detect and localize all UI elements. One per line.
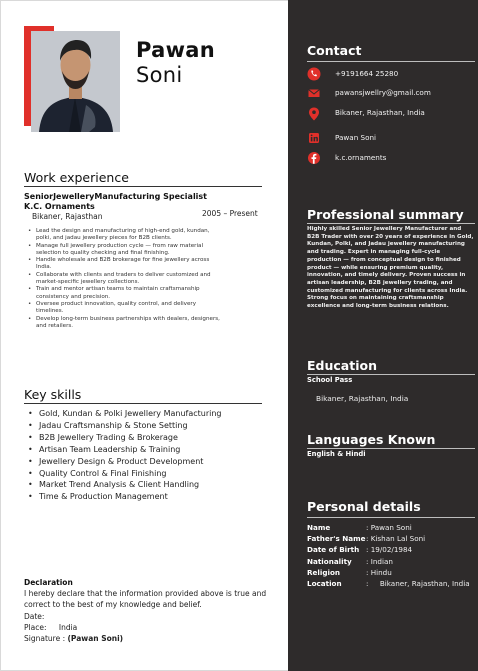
languages-title: Languages Known — [307, 432, 436, 447]
personal-key: Father's Name — [307, 534, 366, 544]
contact-rule — [307, 61, 475, 62]
duty-line: timelines. — [36, 308, 64, 315]
summary-rule — [307, 223, 475, 224]
declaration-text: I hereby declare that the information provided above is true and correct to the best of my knowledge and belief. — [24, 589, 267, 609]
skill-item: • Artisan Team Leadership & Training — [28, 444, 263, 456]
job-location: Bikaner, Rajasthan — [32, 212, 103, 221]
duty-line: India. — [36, 264, 52, 271]
location-pin-icon — [307, 106, 321, 122]
key-skills-title: Key skills — [24, 387, 82, 402]
personal-value: : Hindu — [366, 567, 392, 577]
personal-details-rule — [307, 517, 475, 518]
personal-value: : Bikaner, Rajasthan, India — [366, 578, 470, 588]
duty-line: and retailers. — [36, 322, 74, 329]
last-name: Soni — [136, 63, 183, 87]
phone-text: +9191664 25280 — [335, 69, 399, 78]
duty-line: market-specific jewellery collections. — [36, 279, 140, 286]
personal-value: : Pawan Soni — [366, 523, 412, 532]
personal-row-name — [307, 523, 475, 534]
linkedin-icon — [307, 131, 321, 145]
education-rule — [307, 374, 475, 375]
personal-row-location — [307, 579, 475, 590]
signature-value: (Pawan Soni) — [67, 634, 124, 643]
personal-key: Location — [307, 578, 342, 588]
personal-key: Date of Birth — [307, 545, 360, 555]
first-name: Pawan — [136, 38, 216, 62]
personal-row-father — [307, 534, 475, 545]
contact-linkedin — [307, 131, 477, 145]
declaration-title: Declaration — [24, 578, 73, 587]
declaration-place — [24, 623, 77, 632]
skills-list — [28, 408, 263, 503]
duty-line: • Develop long-term business partnerships with dealers, designers, — [28, 316, 253, 323]
person-portrait-icon — [31, 31, 120, 132]
languages-rule — [307, 448, 475, 449]
skill-item: • Jadau Craftsmanship & Stone Setting — [28, 420, 263, 432]
declaration-date — [24, 612, 44, 621]
summary-title: Professional summary — [307, 207, 464, 222]
personal-details-title: Personal details — [307, 499, 421, 514]
contact-facebook — [307, 151, 477, 165]
place-value: India — [58, 623, 78, 632]
duty-line: • Train and mentor artisan teams to maintain craftsmanship — [28, 286, 253, 293]
duty-line: selection to quality checking and final finishing. — [36, 249, 170, 256]
contact-title: Contact — [307, 43, 362, 58]
duties-list — [28, 228, 253, 330]
declaration-signature — [24, 634, 123, 643]
personal-key: Religion — [307, 567, 341, 577]
duty-line: • Lead the design and manufacturing of high-end gold, kundan, — [28, 228, 253, 235]
duty-line: consistency and precision. — [36, 293, 111, 300]
education-title: Education — [307, 358, 377, 373]
personal-value: : Indian — [366, 556, 393, 566]
contact-address — [307, 106, 477, 120]
duty-line: • Handle wholesale and B2B brokerage for fine jewellery across — [28, 257, 253, 264]
summary-text: Highly skilled Senior Jewellery Manufacturer and B2B Trader with over 20 years of experience in Gold, Kundan, Polki, and Jadau jewellery manufacturing and trading. Expert in managing full-cycle production — from conceptual design to finished product — while ensuring premium quality, innovation, and timely delivery. Proven success in artisan leadership, B2B jewellery trading, and customized manufacturing for clients across India. Strong focus on maintaining craftsmanship excellence and long-term business relations. — [307, 226, 474, 310]
personal-value: : Kishan Lal Soni — [366, 534, 426, 544]
linkedin-text[interactable]: Pawan Soni — [335, 133, 377, 142]
place-label: Place: — [24, 623, 47, 632]
work-experience-title: Work experience — [24, 170, 129, 185]
skill-item: • Jewellery Design & Product Development — [28, 456, 263, 468]
mail-icon — [307, 86, 321, 100]
languages-list: English & Hindi — [307, 450, 366, 458]
education-location: Bikaner, Rajasthan, India — [316, 394, 409, 403]
duty-line: • Collaborate with clients and traders to deliver customized and — [28, 272, 253, 279]
personal-key: Nationality — [307, 556, 352, 566]
job-dates: 2005 – Present — [202, 209, 258, 218]
personal-row-dob — [307, 545, 475, 556]
duty-line: polki, and jadau jewellery pieces for B2B clients. — [36, 235, 172, 242]
contact-phone — [307, 67, 477, 81]
job-title: SeniorJewelleryManufacturing Specialist — [24, 192, 208, 201]
personal-row-religion — [307, 568, 475, 579]
skill-item: • B2B Jewellery Trading & Brokerage — [28, 432, 263, 444]
facebook-text[interactable]: k.c.ornaments — [335, 153, 387, 162]
personal-row-nationality — [307, 557, 475, 568]
education-degree: School Pass — [307, 376, 353, 384]
skill-item: • Gold, Kundan & Polki Jewellery Manufacturing — [28, 408, 263, 420]
date-label: Date: — [24, 612, 45, 621]
personal-value: : 19/02/1984 — [366, 545, 413, 555]
skill-item: • Market Trend Analysis & Client Handling — [28, 479, 263, 491]
duty-line: • Oversee product innovation, quality control, and delivery — [28, 301, 253, 308]
skill-item: • Time & Production Management — [28, 491, 263, 503]
signature-label: Signature : — [24, 634, 66, 643]
address-text: Bikaner, Rajasthan, India — [335, 108, 425, 117]
facebook-icon — [307, 151, 321, 165]
key-skills-rule — [24, 403, 262, 404]
email-text[interactable]: pawansjwellry@gmail.com — [335, 88, 431, 97]
contact-email — [307, 86, 477, 100]
personal-details-table — [307, 523, 475, 590]
work-experience-rule — [24, 186, 262, 187]
skill-item: • Quality Control & Final Finishing — [28, 468, 263, 480]
personal-key: Name — [307, 523, 331, 532]
company-name: K.C. Ornaments — [24, 202, 95, 211]
sidebar — [288, 0, 478, 671]
profile-photo — [31, 31, 120, 132]
duty-line: • Manage full jewellery production cycle — from raw material — [28, 243, 253, 250]
phone-icon — [307, 67, 321, 81]
